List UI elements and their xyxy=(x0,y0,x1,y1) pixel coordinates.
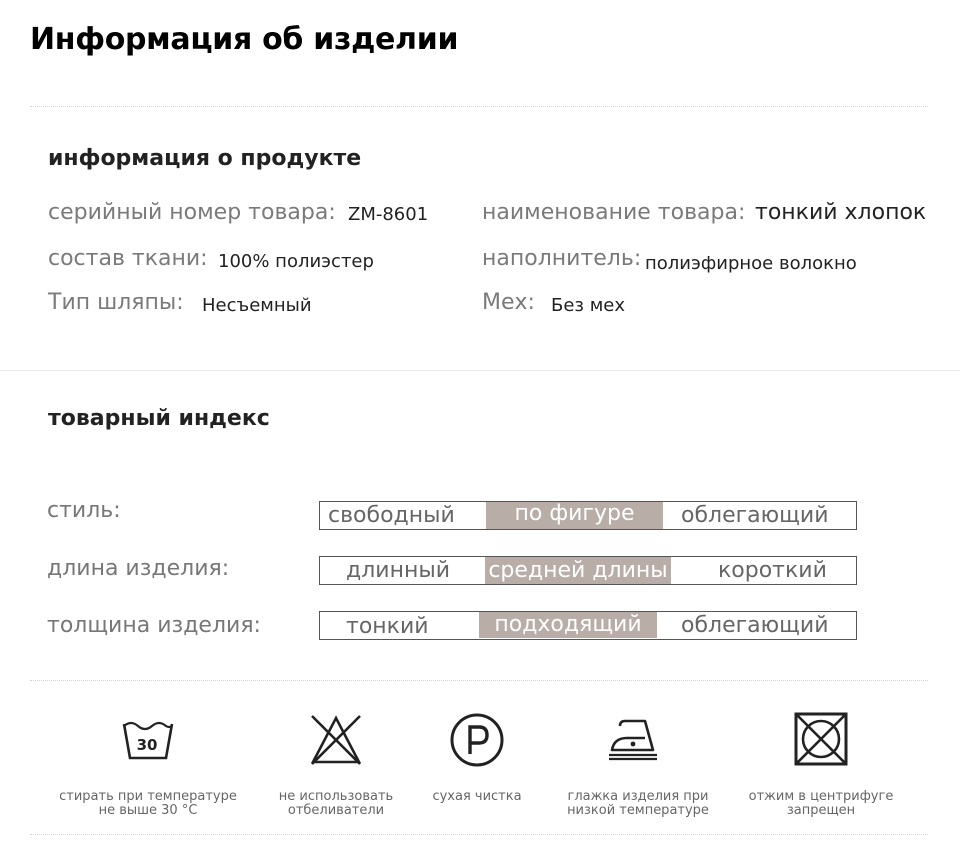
wash-30-icon xyxy=(118,708,178,768)
fabric-composition-label: состав ткани: xyxy=(48,246,208,271)
care-caption-dry-clean: сухая чистка xyxy=(432,789,522,804)
product-info-heading: информация о продукте xyxy=(48,146,362,171)
product-index-heading: товарный индекс xyxy=(48,406,270,431)
dry-clean-p-icon xyxy=(447,708,507,768)
thickness-option-medium: подходящий xyxy=(479,612,657,638)
hat-type-label: Тип шляпы: xyxy=(48,290,184,315)
length-option-medium: средней длины xyxy=(485,557,671,584)
style-option-tight: облегающий xyxy=(681,503,829,528)
length-option-short: короткий xyxy=(718,558,827,583)
thickness-label: толщина изделия: xyxy=(47,613,261,638)
thickness-option-thin: тонкий xyxy=(346,614,429,639)
style-option-loose: свободный xyxy=(328,503,455,528)
care-caption-wash: стирать при температуре не выше 30 °C xyxy=(59,789,237,818)
length-scale xyxy=(319,556,857,585)
divider xyxy=(0,370,960,371)
style-option-fitted: по фигуре xyxy=(486,502,663,529)
style-label: стиль: xyxy=(47,498,121,523)
divider xyxy=(30,834,928,835)
fur-label: Мех: xyxy=(482,290,535,315)
product-name-label: наименование товара: xyxy=(482,200,746,225)
hat-type-value: Несъемный xyxy=(202,295,312,316)
care-caption-iron: глажка изделия при низкой температуре xyxy=(567,789,709,818)
filling-value: полиэфирное волокно xyxy=(645,253,857,274)
serial-number-value: ZM-8601 xyxy=(348,204,429,225)
care-caption-spin: отжим в центрифуге запрещен xyxy=(748,789,894,818)
thickness-scale xyxy=(319,611,857,640)
no-bleach-icon xyxy=(306,708,366,768)
no-tumble-dry-icon xyxy=(790,708,850,768)
divider xyxy=(30,106,928,107)
page-title: Информация об изделии xyxy=(30,22,459,57)
divider xyxy=(30,680,928,681)
style-scale xyxy=(319,501,857,530)
fabric-composition-value: 100% полиэстер xyxy=(218,251,374,272)
filling-label: наполнитель: xyxy=(482,246,642,271)
thickness-option-thick: облегающий xyxy=(681,613,829,638)
product-name-value: тонкий хлопок xyxy=(755,200,927,225)
length-label: длина изделия: xyxy=(47,556,230,581)
serial-number-label: серийный номер товара: xyxy=(48,200,336,225)
fur-value: Без мех xyxy=(551,295,626,316)
iron-low-icon xyxy=(605,708,665,768)
length-option-long: длинный xyxy=(346,558,451,583)
wash-temp-text: 30 xyxy=(136,736,158,754)
care-caption-bleach: не использовать отбеливатели xyxy=(278,789,394,818)
